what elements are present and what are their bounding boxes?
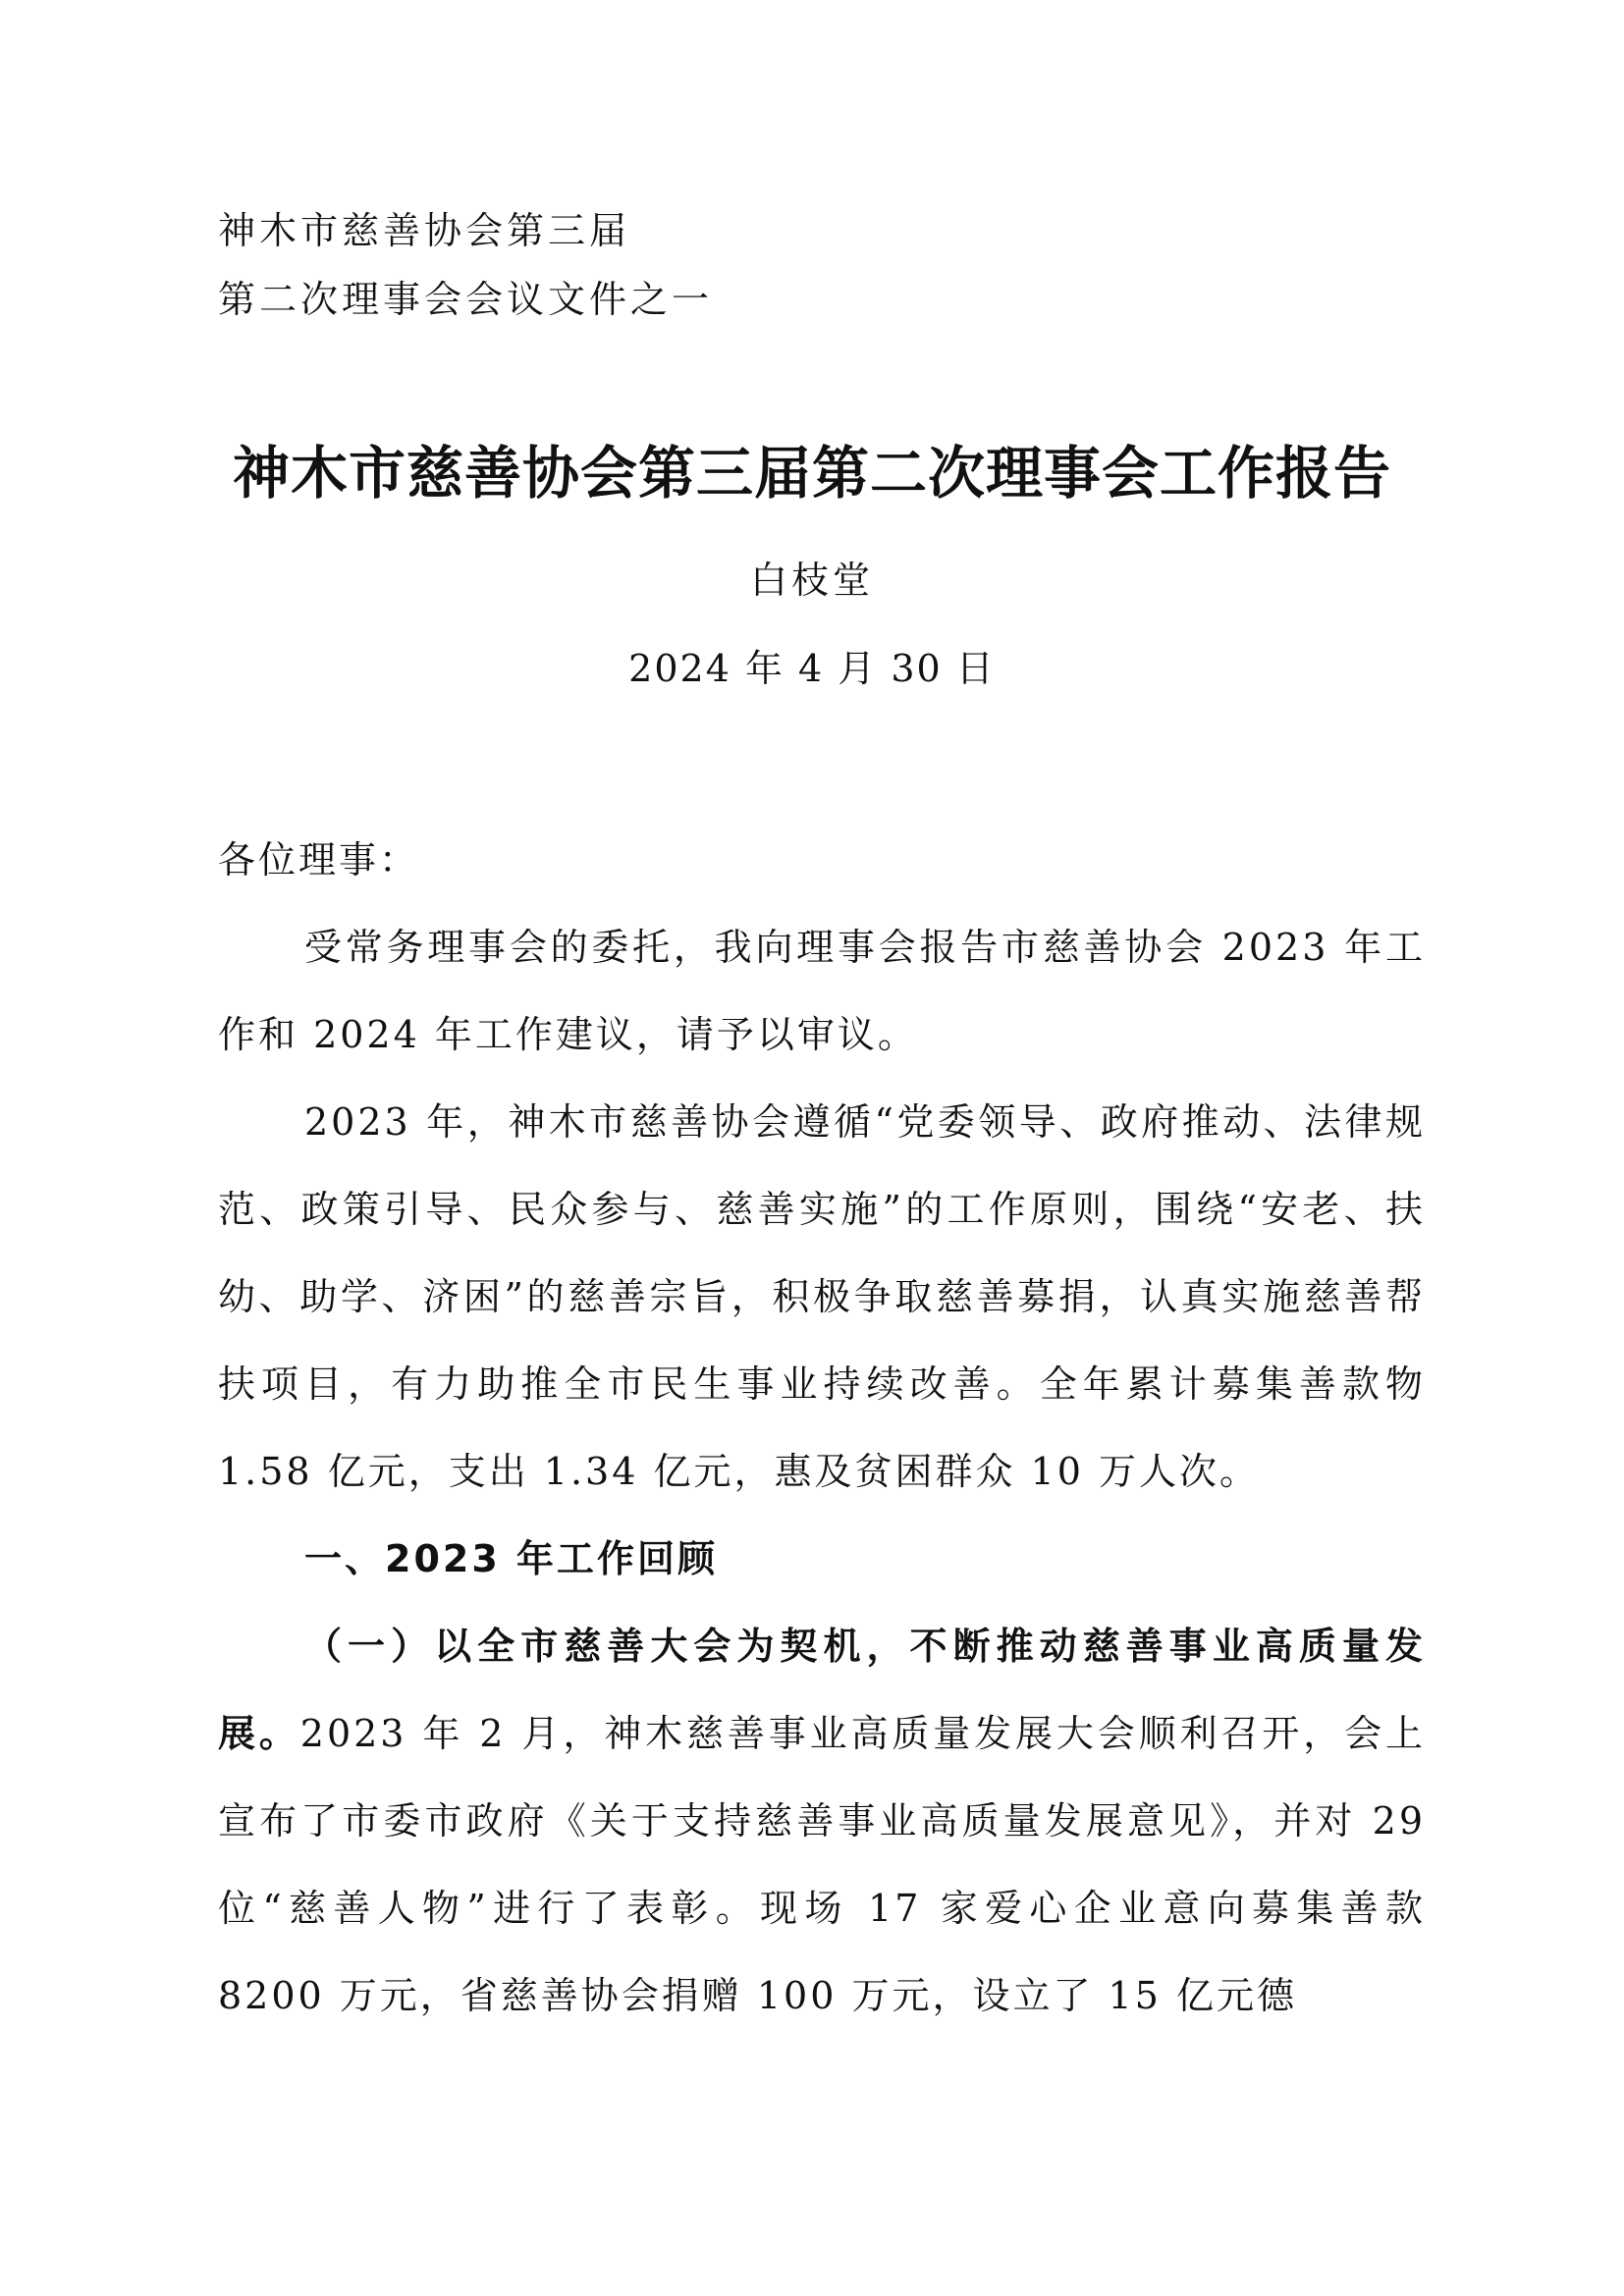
- subsection-1-text: 2023 年 2 月，神木慈善事业高质量发展大会顺利召开，会上宣布了市委市政府《关于支持慈善事业高质量发展意见》，并对 29 位“慈善人物”进行了表彰。现场 17 家爱心企业意向募集善款 8200 万元，省慈善协会捐赠 100 万元，设立了 15 亿元德: [218, 1712, 1426, 2017]
- report-date: 2024 年 4 月 30 日: [628, 647, 996, 690]
- document-body: [218, 817, 1426, 2040]
- author-name: 白枝堂: [749, 559, 874, 602]
- subsection-1-paragraph: [218, 1603, 1426, 2040]
- section-heading-review: 一、2023 年工作回顾: [304, 1537, 718, 1580]
- subsection-1-heading: （一）以全市慈善大会为契机，不断推动慈善事业高质量发展。: [218, 1625, 1426, 1755]
- salutation: 各位理事：: [218, 838, 420, 881]
- paragraph-overview-2023: 2023 年，神木市慈善协会遵循“党委领导、政府推动、法律规范、政策引导、民众参与、慈善实施”的工作原则，围绕“安老、扶幼、助学、济困”的慈善宗旨，积极争取慈善募捐，认真实施慈善帮扶项目，有力助推全市民生事业持续改善。全年累计募集善款物 1.58 亿元，支出 1.34 亿元，惠及贫困群众 10 万人次。: [218, 1100, 1426, 1493]
- paragraph-commission: 受常务理事会的委托，我向理事会报告市慈善协会 2023 年工作和 2024 年工作建议，请予以审议。: [218, 926, 1426, 1056]
- document-header-note: [218, 196, 1102, 334]
- document-title: 神木市慈善协会第三届第二次理事会工作报告: [232, 440, 1391, 507]
- header-note-line-2: 第二次理事会会议文件之一: [218, 278, 714, 321]
- header-note-line-1: 神木市慈善协会第三届: [218, 209, 631, 252]
